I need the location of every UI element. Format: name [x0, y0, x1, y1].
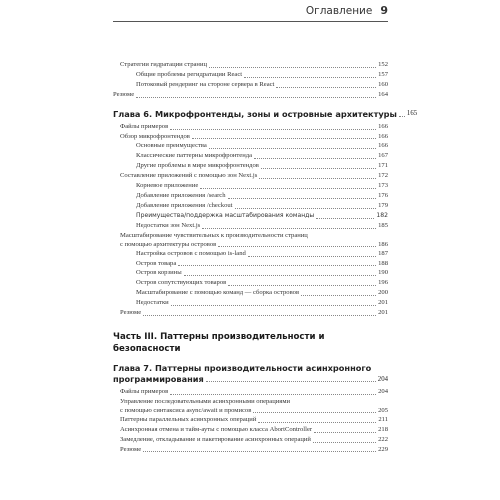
toc-entry-page: 186 [378, 240, 388, 248]
chapter-title: Глава 7. Паттерны производительности асинхронного [113, 362, 372, 373]
dot-leader [192, 138, 376, 139]
toc-entry-title: Добавление приложения /checkout [136, 201, 233, 209]
toc-entry-page: 200 [378, 289, 388, 297]
toc-entry-title: Файлы примеров [120, 122, 169, 130]
dot-leader [314, 432, 376, 433]
chapter-heading[interactable] [113, 363, 388, 385]
toc-entry[interactable] [113, 288, 388, 298]
dot-leader [200, 188, 376, 189]
toc-entry-page: 173 [378, 182, 388, 190]
chapter-title-cont: программирования [113, 373, 204, 384]
toc-entry-title: Классические паттерны микрофронтенда [136, 152, 253, 160]
dot-leader [170, 394, 376, 395]
dot-leader [244, 77, 376, 78]
dot-leader [276, 87, 376, 88]
dot-leader [261, 168, 376, 169]
toc-entry-title: Резюме [120, 445, 142, 453]
toc-entry-title: Масштабирование чувствительных к производительности страниц [120, 231, 308, 239]
chapter-page: 165 [406, 109, 418, 117]
running-head [306, 4, 388, 17]
toc-entry-title: Резюме [113, 90, 135, 98]
toc-entry-title: Недостатки [136, 299, 169, 307]
toc-entry-title: Другие проблемы в мире микрофронтендов [136, 162, 259, 170]
toc-entry[interactable] [113, 425, 388, 435]
toc-entry[interactable] [113, 181, 388, 191]
toc-entry-page: 167 [378, 152, 388, 160]
toc-entry[interactable] [113, 259, 388, 269]
dot-leader [178, 265, 376, 266]
toc-entry-page: 196 [378, 279, 388, 287]
toc-entry-page: 211 [378, 415, 388, 423]
toc-entry-title: Общие проблемы регидратации React [136, 70, 243, 78]
toc-entry-page: 187 [378, 249, 388, 257]
toc-entry[interactable] [113, 268, 388, 278]
toc-entry-page: 166 [378, 142, 388, 150]
toc-entry-page: 166 [378, 122, 388, 130]
chapter-heading[interactable] [113, 108, 418, 120]
dot-leader [259, 178, 376, 179]
toc-entry-page: 222 [378, 435, 388, 443]
dot-leader [253, 412, 376, 413]
dot-leader [184, 275, 376, 276]
toc-entry-title: Файлы примеров [120, 387, 169, 395]
toc-entry-page: 205 [378, 406, 388, 414]
toc-entry-page: 171 [378, 162, 388, 170]
dot-leader [301, 295, 376, 296]
dot-leader [143, 451, 376, 452]
toc-entry[interactable] [113, 415, 388, 425]
toc-entry-title: Потоковый рендеринг на стороне сервера в React [136, 80, 275, 88]
toc-entry-page: 185 [378, 221, 388, 229]
toc-entry[interactable] [113, 141, 388, 151]
toc-entry[interactable] [113, 308, 388, 318]
dot-leader [206, 381, 376, 382]
toc-entry-page: 164 [378, 90, 388, 98]
toc-entry[interactable] [113, 151, 388, 161]
toc-entry-page: 166 [378, 132, 388, 140]
toc-entry-title: Остров корзины [136, 269, 182, 277]
toc-entry-page: 182 [376, 211, 388, 219]
toc-entry[interactable] [113, 298, 388, 308]
section-title: Оглавление [305, 5, 373, 17]
page-number: 9 [380, 4, 388, 17]
toc-entry-page: 157 [378, 70, 388, 78]
toc-entry-title-cont: с помощью архитектуры островов [120, 240, 217, 248]
toc-entry-title: Составление приложений с помощью зон Next.js [120, 172, 258, 180]
chapter-page: 204 [377, 375, 388, 383]
toc-entry-title: Преимущества/поддержка масштабирования команды [136, 211, 315, 219]
dot-leader [202, 228, 376, 229]
toc-entry-title: Паттерны параллельных асинхронных операций [120, 415, 257, 423]
toc-entry[interactable] [113, 70, 388, 80]
toc-entry-page: 190 [378, 269, 388, 277]
toc-entry[interactable] [113, 278, 388, 288]
toc-entry-page: 201 [378, 299, 388, 307]
toc-entry-title: Настройка островов с помощью is-land [136, 249, 246, 257]
chapter-title: Глава 6. Микрофронтенды, зоны и островные архитектуры [113, 108, 397, 119]
dot-leader [171, 305, 376, 306]
toc-entry[interactable] [113, 397, 388, 415]
toc-entry-page: 160 [378, 80, 388, 88]
part-heading[interactable]: Часть III. Паттерны производительности и безопасности [113, 331, 325, 354]
toc-entry-page: 152 [378, 61, 388, 68]
toc-entry-title: Недостатки зон Next.js [136, 221, 201, 229]
toc-entry[interactable] [113, 445, 388, 455]
dot-leader [316, 218, 374, 219]
toc-entry[interactable] [113, 80, 388, 90]
toc-entry[interactable] [113, 387, 388, 397]
toc-entry[interactable] [113, 171, 388, 181]
toc-entry-title: Корневое приложение [136, 182, 199, 190]
dot-leader [228, 198, 377, 199]
toc-entry-page: 176 [378, 191, 388, 199]
toc-entry-title: Асинхронная отмена и тайм-ауты с помощью класса AbortController [120, 425, 313, 433]
dot-leader [313, 442, 376, 443]
toc-entry-page: 188 [378, 259, 388, 267]
toc-entry-page: 172 [378, 172, 388, 180]
dot-leader [258, 422, 376, 423]
toc-entry[interactable] [113, 249, 388, 259]
toc-entry[interactable] [113, 435, 388, 445]
toc-entry-title: Резюме [120, 309, 142, 317]
toc-entry-title: Основные преимущества [136, 142, 207, 150]
header-rule [113, 21, 388, 22]
dot-leader [235, 208, 377, 209]
table-of-contents [113, 60, 418, 454]
toc-entry-title-cont: с помощью синтаксиса async/await и промисов [120, 406, 252, 414]
toc-entry-title: Остров сопутствующих товаров [136, 279, 227, 287]
toc-entry[interactable] [113, 201, 388, 211]
toc-entry-title: Стратегии гидратации страниц [120, 61, 208, 68]
toc-entry[interactable] [113, 132, 388, 142]
toc-entry-page: 179 [378, 201, 388, 209]
toc-entry-title: Добавление приложения /search [136, 191, 226, 199]
toc-entry[interactable] [113, 90, 388, 100]
toc-entry-page: 201 [378, 309, 388, 317]
dot-leader [170, 129, 376, 130]
toc-entry[interactable] [113, 221, 388, 231]
toc-entry-title: Управление последовательными асинхронными операциями [120, 397, 291, 405]
dot-leader [209, 148, 376, 149]
toc-entry[interactable] [113, 231, 388, 249]
toc-entry-page: 229 [378, 445, 388, 453]
dot-leader [248, 256, 376, 257]
toc-entry[interactable] [113, 191, 388, 201]
dot-leader [399, 116, 405, 117]
toc-entry[interactable] [113, 60, 388, 70]
toc-entry-page: 204 [378, 387, 388, 395]
dot-leader [136, 97, 376, 98]
toc-entry-title: Обзор микрофронтендов [120, 132, 190, 140]
toc-entry-page: 218 [378, 425, 388, 433]
toc-entry[interactable] [113, 122, 388, 132]
dot-leader [209, 67, 376, 68]
toc-entry[interactable] [113, 161, 388, 171]
dot-leader [218, 246, 376, 247]
toc-entry-title: Масштабирование с помощью команд — сборка островов [136, 289, 300, 297]
dot-leader [254, 158, 376, 159]
dot-leader [143, 315, 376, 316]
toc-entry-title: Остров товара [136, 259, 177, 267]
toc-entry-title: Замедление, откладывание и пакетирование асинхронных операций [120, 435, 311, 443]
toc-entry[interactable] [113, 211, 388, 221]
dot-leader [228, 285, 376, 286]
